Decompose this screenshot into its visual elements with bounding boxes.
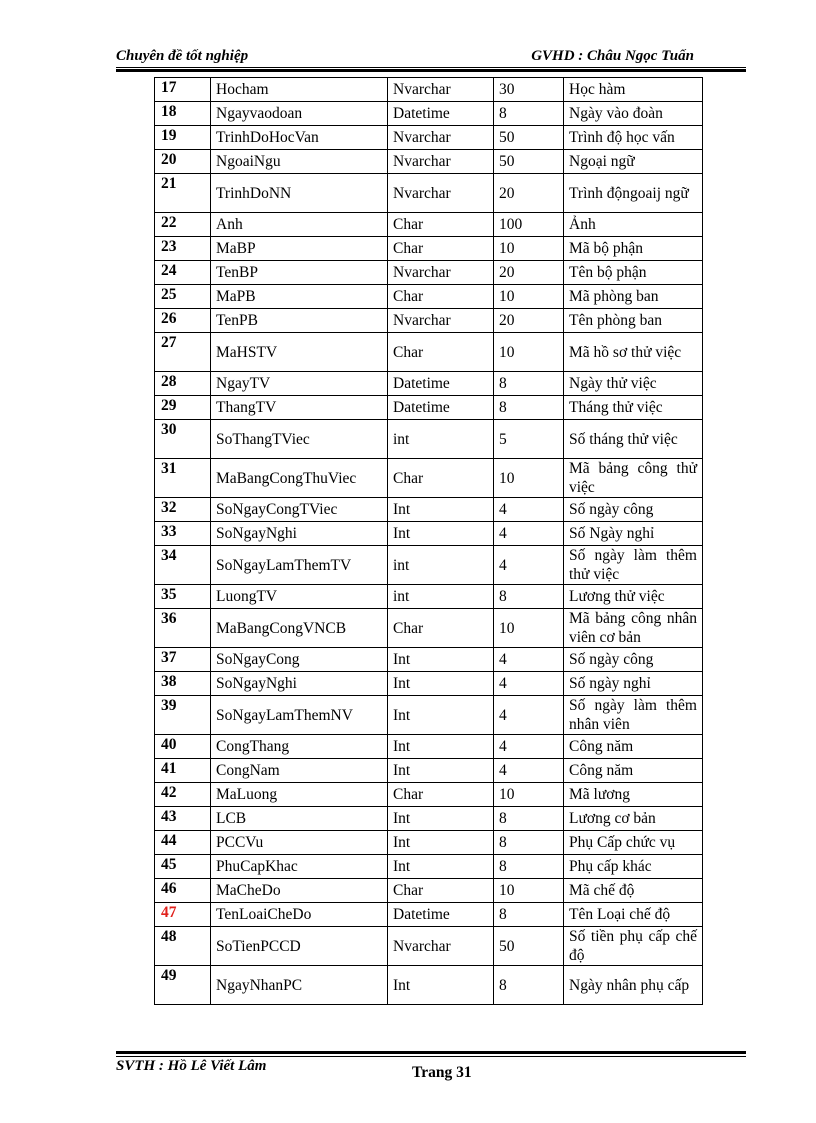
table-row [155, 333, 703, 372]
field-description: Số tiền phụ cấp chế độ [564, 927, 703, 966]
field-table [154, 77, 703, 1005]
field-description: Mã bảng công nhân viên cơ bản [564, 609, 703, 648]
field-name: TrinhDoHocVan [211, 126, 388, 150]
field-name: MaHSTV [211, 333, 388, 372]
row-number: 35 [155, 585, 211, 609]
field-type: Int [388, 522, 494, 546]
field-name: LuongTV [211, 585, 388, 609]
field-name: MaBP [211, 237, 388, 261]
row-number: 46 [155, 879, 211, 903]
field-size: 10 [494, 879, 564, 903]
row-number: 49 [155, 966, 211, 1005]
row-number: 44 [155, 831, 211, 855]
table-row [155, 78, 703, 102]
row-number: 38 [155, 672, 211, 696]
field-description: Ngày thử việc [564, 372, 703, 396]
field-type: Int [388, 696, 494, 735]
page-number: Trang 31 [412, 1064, 472, 1081]
table-row [155, 855, 703, 879]
field-description: Tên bộ phận [564, 261, 703, 285]
field-type: Datetime [388, 903, 494, 927]
field-name: NgoaiNgu [211, 150, 388, 174]
field-name: SoNgayNghi [211, 522, 388, 546]
field-name: SoThangTViec [211, 420, 388, 459]
field-size: 8 [494, 807, 564, 831]
field-name: CongThang [211, 735, 388, 759]
field-type: Datetime [388, 372, 494, 396]
field-name: ThangTV [211, 396, 388, 420]
field-name: TenLoaiCheDo [211, 903, 388, 927]
field-type: Int [388, 831, 494, 855]
footer-author: SVTH : Hồ Lê Viết Lâm [116, 1058, 267, 1074]
field-type: Nvarchar [388, 126, 494, 150]
table-row [155, 498, 703, 522]
field-size: 8 [494, 372, 564, 396]
field-size: 8 [494, 966, 564, 1005]
field-size: 4 [494, 498, 564, 522]
field-description: Ngày vào đoàn [564, 102, 703, 126]
field-name: Ngayvaodoan [211, 102, 388, 126]
field-size: 20 [494, 174, 564, 213]
row-number: 32 [155, 498, 211, 522]
field-type: Char [388, 609, 494, 648]
field-type: Datetime [388, 102, 494, 126]
row-number: 20 [155, 150, 211, 174]
table-row [155, 831, 703, 855]
table-row [155, 309, 703, 333]
row-number: 27 [155, 333, 211, 372]
row-number: 21 [155, 174, 211, 213]
field-type: Nvarchar [388, 927, 494, 966]
row-number: 48 [155, 927, 211, 966]
table-row [155, 396, 703, 420]
row-number: 26 [155, 309, 211, 333]
field-type: int [388, 585, 494, 609]
field-type: Int [388, 855, 494, 879]
field-name: TrinhDoNN [211, 174, 388, 213]
field-size: 4 [494, 735, 564, 759]
field-name: TenPB [211, 309, 388, 333]
row-number: 37 [155, 648, 211, 672]
row-number: 36 [155, 609, 211, 648]
field-size: 8 [494, 903, 564, 927]
row-number: 40 [155, 735, 211, 759]
table-row [155, 759, 703, 783]
field-name: NgayNhanPC [211, 966, 388, 1005]
header-title: Chuyên đề tốt nghiệp [116, 48, 249, 64]
field-description: Số ngày công [564, 498, 703, 522]
field-name: PhuCapKhac [211, 855, 388, 879]
table-row [155, 903, 703, 927]
field-type: Nvarchar [388, 174, 494, 213]
table-row [155, 213, 703, 237]
field-type: Nvarchar [388, 150, 494, 174]
footer-rule-thick [116, 1051, 746, 1054]
row-number: 31 [155, 459, 211, 498]
row-number: 39 [155, 696, 211, 735]
field-type: Char [388, 783, 494, 807]
table-row [155, 546, 703, 585]
field-type: Char [388, 333, 494, 372]
field-name: MaPB [211, 285, 388, 309]
field-description: Công năm [564, 735, 703, 759]
field-name: NgayTV [211, 372, 388, 396]
field-size: 10 [494, 333, 564, 372]
header-rule-thin [116, 67, 746, 68]
field-type: Char [388, 285, 494, 309]
table-row [155, 927, 703, 966]
field-size: 30 [494, 78, 564, 102]
field-description: Số ngày làm thêm nhân viên [564, 696, 703, 735]
table-row [155, 174, 703, 213]
field-name: TenBP [211, 261, 388, 285]
field-type: int [388, 420, 494, 459]
field-size: 50 [494, 150, 564, 174]
field-name: PCCVu [211, 831, 388, 855]
field-description: Mã phòng ban [564, 285, 703, 309]
table-row [155, 102, 703, 126]
field-type: Char [388, 879, 494, 903]
field-table-body [155, 78, 703, 1005]
field-description: Học hàm [564, 78, 703, 102]
field-type: Char [388, 459, 494, 498]
field-name: SoNgayLamThemTV [211, 546, 388, 585]
field-type: int [388, 546, 494, 585]
table-row [155, 126, 703, 150]
field-name: MaCheDo [211, 879, 388, 903]
field-name: MaBangCongThuViec [211, 459, 388, 498]
field-description: Lương cơ bản [564, 807, 703, 831]
field-description: Công năm [564, 759, 703, 783]
table-row [155, 879, 703, 903]
field-type: Datetime [388, 396, 494, 420]
table-row [155, 585, 703, 609]
row-number: 43 [155, 807, 211, 831]
row-number: 29 [155, 396, 211, 420]
field-size: 10 [494, 237, 564, 261]
row-number: 41 [155, 759, 211, 783]
field-description: Phụ cấp khác [564, 855, 703, 879]
field-name: MaBangCongVNCB [211, 609, 388, 648]
field-size: 50 [494, 927, 564, 966]
field-size: 4 [494, 648, 564, 672]
row-number: 45 [155, 855, 211, 879]
row-number: 33 [155, 522, 211, 546]
field-description: Mã chế độ [564, 879, 703, 903]
field-description: Ngoại ngữ [564, 150, 703, 174]
field-size: 8 [494, 396, 564, 420]
field-description: Mã bảng công thử việc [564, 459, 703, 498]
field-size: 8 [494, 585, 564, 609]
table-row [155, 807, 703, 831]
table-row [155, 783, 703, 807]
field-description: Trình độngoaij ngữ [564, 174, 703, 213]
table-row [155, 609, 703, 648]
field-type: Int [388, 807, 494, 831]
table-row [155, 672, 703, 696]
field-name: Anh [211, 213, 388, 237]
field-description: Số ngày công [564, 648, 703, 672]
field-size: 20 [494, 261, 564, 285]
table-row [155, 237, 703, 261]
row-number: 42 [155, 783, 211, 807]
field-name: MaLuong [211, 783, 388, 807]
row-number: 17 [155, 78, 211, 102]
field-description: Số ngày làm thêm thử việc [564, 546, 703, 585]
field-name: LCB [211, 807, 388, 831]
field-description: Số Ngày nghỉ [564, 522, 703, 546]
table-row [155, 459, 703, 498]
table-row [155, 522, 703, 546]
field-size: 8 [494, 855, 564, 879]
table-row [155, 150, 703, 174]
field-name: SoNgayCongTViec [211, 498, 388, 522]
row-number: 30 [155, 420, 211, 459]
field-type: Nvarchar [388, 309, 494, 333]
table-row [155, 648, 703, 672]
table-row [155, 966, 703, 1005]
field-description: Tháng thử việc [564, 396, 703, 420]
header-advisor: GVHD : Châu Ngọc Tuấn [531, 48, 694, 64]
table-row [155, 696, 703, 735]
field-type: Int [388, 759, 494, 783]
field-size: 4 [494, 696, 564, 735]
page-header [116, 48, 744, 68]
field-description: Số ngày nghỉ [564, 672, 703, 696]
field-name: SoNgayLamThemNV [211, 696, 388, 735]
field-size: 10 [494, 609, 564, 648]
field-size: 50 [494, 126, 564, 150]
field-size: 4 [494, 546, 564, 585]
field-size: 10 [494, 459, 564, 498]
field-description: Lương thử việc [564, 585, 703, 609]
field-size: 4 [494, 759, 564, 783]
row-number: 47 [155, 903, 211, 927]
field-description: Mã bộ phận [564, 237, 703, 261]
page-footer [116, 1058, 746, 1082]
table-row [155, 420, 703, 459]
field-type: Int [388, 966, 494, 1005]
row-number: 28 [155, 372, 211, 396]
field-name: SoTienPCCD [211, 927, 388, 966]
field-description: Phụ Cấp chức vụ [564, 831, 703, 855]
table-row [155, 735, 703, 759]
field-description: Mã hồ sơ thử việc [564, 333, 703, 372]
field-type: Char [388, 213, 494, 237]
field-size: 10 [494, 285, 564, 309]
field-size: 4 [494, 522, 564, 546]
field-description: Số tháng thử việc [564, 420, 703, 459]
field-size: 8 [494, 102, 564, 126]
field-type: Nvarchar [388, 261, 494, 285]
field-size: 8 [494, 831, 564, 855]
table-row [155, 285, 703, 309]
field-size: 4 [494, 672, 564, 696]
field-size: 20 [494, 309, 564, 333]
field-description: Tên Loại chế độ [564, 903, 703, 927]
field-name: SoNgayCong [211, 648, 388, 672]
field-type: Char [388, 237, 494, 261]
field-description: Ngày nhân phụ cấp [564, 966, 703, 1005]
field-type: Int [388, 735, 494, 759]
field-description: Trình độ học vấn [564, 126, 703, 150]
row-number: 25 [155, 285, 211, 309]
footer-rule-thin [116, 1056, 746, 1057]
field-type: Nvarchar [388, 78, 494, 102]
row-number: 19 [155, 126, 211, 150]
field-size: 100 [494, 213, 564, 237]
table-row [155, 372, 703, 396]
field-name: Hocham [211, 78, 388, 102]
row-number: 23 [155, 237, 211, 261]
field-description: Ảnh [564, 213, 703, 237]
header-rule-thick [116, 69, 746, 72]
row-number: 34 [155, 546, 211, 585]
field-name: SoNgayNghi [211, 672, 388, 696]
row-number: 24 [155, 261, 211, 285]
field-type: Int [388, 498, 494, 522]
row-number: 22 [155, 213, 211, 237]
field-type: Int [388, 648, 494, 672]
field-type: Int [388, 672, 494, 696]
field-size: 10 [494, 783, 564, 807]
field-description: Mã lương [564, 783, 703, 807]
field-size: 5 [494, 420, 564, 459]
row-number: 18 [155, 102, 211, 126]
field-name: CongNam [211, 759, 388, 783]
table-row [155, 261, 703, 285]
field-description: Tên phòng ban [564, 309, 703, 333]
